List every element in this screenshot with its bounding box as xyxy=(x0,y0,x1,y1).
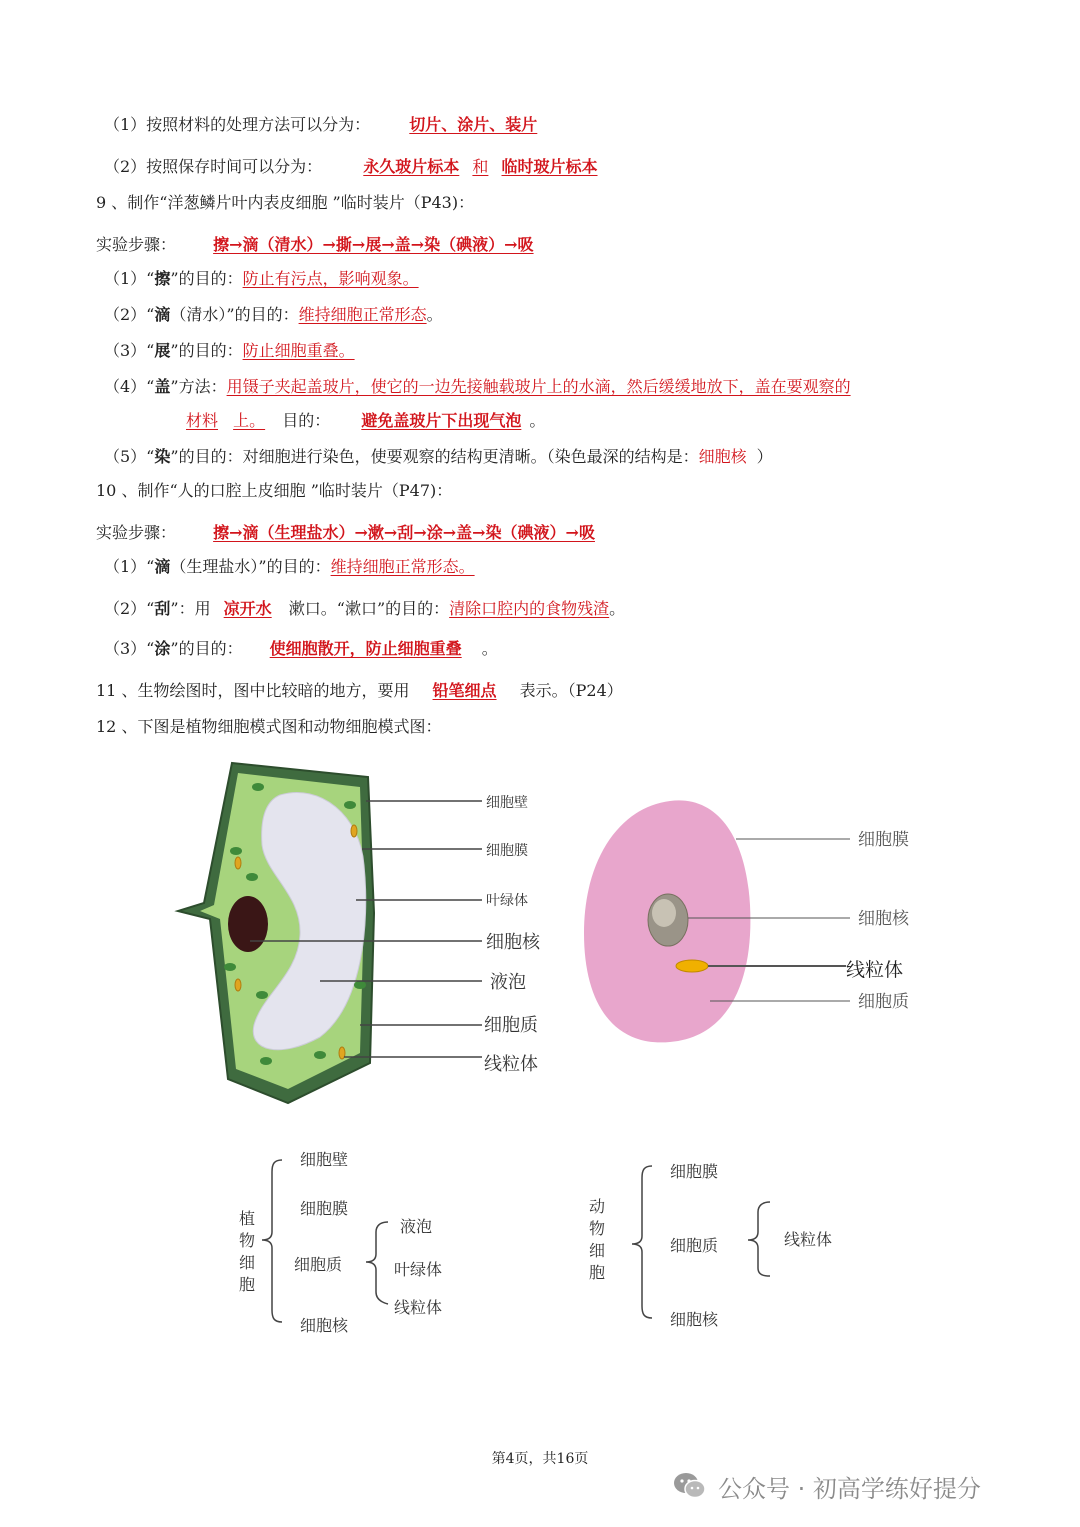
line-1-prefix: （1）按照材料的处理方法可以分为： xyxy=(104,115,371,134)
line-5-pre: （1）“ xyxy=(104,269,155,288)
answer-and: 和 xyxy=(472,157,489,176)
animal-label-mitochondrion: 线粒体 xyxy=(846,959,904,981)
plant-root-char: 胞 xyxy=(238,1275,255,1294)
line-5-key: 擦 xyxy=(154,269,171,288)
line-15 xyxy=(104,638,498,660)
answer-wipe-purpose: 防止有污点，影响观象。 xyxy=(242,269,419,288)
line-7-pre: （3）“ xyxy=(104,341,155,360)
chloroplast xyxy=(256,991,268,999)
plant-sub-mitochondrion: 线粒体 xyxy=(394,1298,443,1317)
watermark xyxy=(672,1466,981,1506)
animal-branch-cytoplasm: 细胞质 xyxy=(670,1236,719,1255)
answer-deepest-stained: 细胞核 xyxy=(698,447,747,466)
line-15-end: 。 xyxy=(481,639,498,658)
label-chloroplast: 叶绿体 xyxy=(486,893,528,909)
line-8-pre: （4）“ xyxy=(104,377,155,396)
animal-mitochondrion xyxy=(676,960,708,972)
line-15-pre: （3）“ xyxy=(104,639,155,658)
animal-label-nucleus: 细胞核 xyxy=(858,909,909,929)
animal-branch-membrane: 细胞膜 xyxy=(670,1162,719,1181)
line-8-post: ”方法： xyxy=(170,377,227,396)
line-8-key: 盖 xyxy=(154,377,171,396)
plant-sub-vacuole: 液泡 xyxy=(400,1217,433,1236)
chloroplast xyxy=(224,963,236,971)
plant-sub-chloroplast: 叶绿体 xyxy=(394,1260,443,1279)
line-2 xyxy=(104,156,624,178)
label-cytoplasm: 细胞质 xyxy=(484,1015,538,1036)
plant-mitochondrion xyxy=(351,825,357,837)
line-5-post: ”的目的： xyxy=(170,269,243,288)
plant-branch-cytoplasm: 细胞质 xyxy=(294,1255,343,1274)
line-12 xyxy=(96,522,625,544)
line-13-pre: （1）“ xyxy=(104,557,155,576)
plant-mitochondrion xyxy=(235,979,241,991)
line-10 xyxy=(104,446,773,468)
plant-cell-figure xyxy=(178,763,374,1103)
plant-root-char: 植 xyxy=(238,1209,255,1228)
animal-root-char: 动 xyxy=(588,1197,605,1216)
answer-spread-purpose: 防止细胞重叠。 xyxy=(242,341,355,360)
line-16-suffix: 表示。（P24） xyxy=(519,681,623,700)
line-7 xyxy=(104,340,355,362)
line-16 xyxy=(96,680,623,702)
animal-root-char: 胞 xyxy=(588,1263,605,1282)
line-9-mid: 目的： xyxy=(282,411,331,430)
line-5 xyxy=(104,268,419,290)
answer-cheek-steps: 擦→滴（生理盐水）→漱→刮→涂→盖→染（碘液）→吸 xyxy=(213,523,595,542)
line-9-end: 。 xyxy=(529,411,546,430)
chloroplast xyxy=(344,801,356,809)
line-14-key: 刮 xyxy=(154,599,171,618)
line-13-post: （生理盐水）”的目的： xyxy=(170,557,331,576)
answer-cool-boiled-water: 凉开水 xyxy=(223,599,272,618)
chloroplast xyxy=(354,981,366,989)
line-1 xyxy=(104,114,557,136)
line-10-pre: （5）“ xyxy=(104,447,155,466)
chloroplast xyxy=(252,783,264,791)
line-10-end: ） xyxy=(756,447,773,466)
line-7-key: 展 xyxy=(154,341,171,360)
line-6-post: （清水）”的目的： xyxy=(170,305,299,324)
page-number: 第4页，共16页 xyxy=(491,1451,589,1467)
animal-branch-nucleus: 细胞核 xyxy=(670,1310,719,1329)
line-13-key: 滴 xyxy=(154,557,171,576)
plant-root-char: 物 xyxy=(238,1231,255,1250)
line-4-prefix: 实验步骤： xyxy=(96,235,177,254)
answer-avoid-bubbles: 避免盖玻片下出现气泡 xyxy=(361,411,522,430)
label-cell-membrane: 细胞膜 xyxy=(486,843,528,859)
animal-tree-root xyxy=(588,1196,606,1284)
line-8 xyxy=(104,376,851,398)
line-2-prefix: （2）按照保存时间可以分为： xyxy=(104,157,323,176)
line-3: 9 、制作“洋葱鳞片叶内表皮细胞 ”临时装片（P43)： xyxy=(96,193,475,212)
line-17: 12 、下图是植物细胞模式图和动物细胞模式图： xyxy=(96,717,442,736)
line-12-prefix: 实验步骤： xyxy=(96,523,177,542)
chloroplast xyxy=(230,847,242,855)
line-15-key: 涂 xyxy=(154,639,171,658)
plant-root-char: 细 xyxy=(238,1253,255,1272)
line-14-pre: （2）“ xyxy=(104,599,155,618)
chloroplast xyxy=(314,1051,326,1059)
label-vacuole: 液泡 xyxy=(490,972,526,993)
cell-diagrams xyxy=(170,755,950,1110)
line-14-end: 。 xyxy=(609,599,626,618)
line-4 xyxy=(96,234,564,256)
line-10-key: 染 xyxy=(154,447,171,466)
line-14-post: ”：用 xyxy=(170,599,211,618)
line-9 xyxy=(186,410,545,432)
label-mitochondrion: 线粒体 xyxy=(484,1054,538,1075)
line-13 xyxy=(104,556,475,578)
answer-drop-water-purpose: 维持细胞正常形态 xyxy=(298,305,427,324)
chloroplast xyxy=(246,873,258,881)
answer-rinse-purpose: 清除口腔内的食物残渣 xyxy=(449,599,610,618)
plant-branch-membrane: 细胞膜 xyxy=(300,1199,349,1218)
label-cell-wall: 细胞壁 xyxy=(486,795,528,811)
animal-root-char: 物 xyxy=(588,1219,605,1238)
answer-pencil-dots: 铅笔细点 xyxy=(432,681,497,700)
plant-branch-nucleus: 细胞核 xyxy=(300,1316,349,1335)
answer-material: 材料 xyxy=(186,411,219,430)
animal-cell-figure xyxy=(584,800,750,1042)
answer-slide-types: 切片、涂片、装片 xyxy=(409,115,538,134)
animal-root-char: 细 xyxy=(588,1241,605,1260)
watermark-text: 公众号 · 初高学练好提分 xyxy=(718,1474,981,1503)
line-6-pre: （2）“ xyxy=(104,305,155,324)
line-14 xyxy=(104,598,625,620)
answer-on: 上。 xyxy=(233,411,266,430)
plant-branch-wall: 细胞壁 xyxy=(300,1150,349,1169)
line-6 xyxy=(104,304,443,326)
answer-cover-method: 用镊子夹起盖玻片，使它的一边先接触载玻片上的水滴，然后缓缓地放下，盖在要观察的 xyxy=(226,377,851,396)
answer-onion-steps: 擦→滴（清水）→撕→展→盖→染（碘液）→吸 xyxy=(213,235,534,254)
animal-label-cytoplasm: 细胞质 xyxy=(858,992,909,1012)
line-14-mid: 漱口。“漱口”的目的： xyxy=(288,599,450,618)
line-11: 10 、制作“人的口腔上皮细胞 ”临时装片（P47)： xyxy=(96,481,453,500)
animal-sub-mitochondrion: 线粒体 xyxy=(784,1230,833,1249)
answer-temporary-slide: 临时玻片标本 xyxy=(501,157,598,176)
line-15-post: ”的目的： xyxy=(170,639,243,658)
chloroplast xyxy=(260,1057,272,1065)
plant-nucleus xyxy=(228,896,268,952)
wechat-icon xyxy=(672,1471,708,1501)
answer-smear-purpose: 使细胞散开，防止细胞重叠 xyxy=(269,639,462,658)
line-16-prefix: 11 、生物绘图时，图中比较暗的地方，要用 xyxy=(96,681,410,700)
plant-tree-root xyxy=(238,1208,256,1296)
label-nucleus: 细胞核 xyxy=(486,932,540,953)
line-6-end: 。 xyxy=(426,305,443,324)
line-6-key: 滴 xyxy=(154,305,171,324)
animal-nucleus-highlight xyxy=(652,899,676,927)
animal-label-membrane: 细胞膜 xyxy=(858,830,909,850)
line-10-post: ”的目的：对细胞进行染色，使要观察的结构更清晰。（染色最深的结构是： xyxy=(170,447,699,466)
plant-mitochondrion xyxy=(235,857,241,869)
answer-saline-purpose: 维持细胞正常形态。 xyxy=(330,557,475,576)
line-7-post: ”的目的： xyxy=(170,341,243,360)
answer-permanent-slide: 永久玻片标本 xyxy=(363,157,460,176)
